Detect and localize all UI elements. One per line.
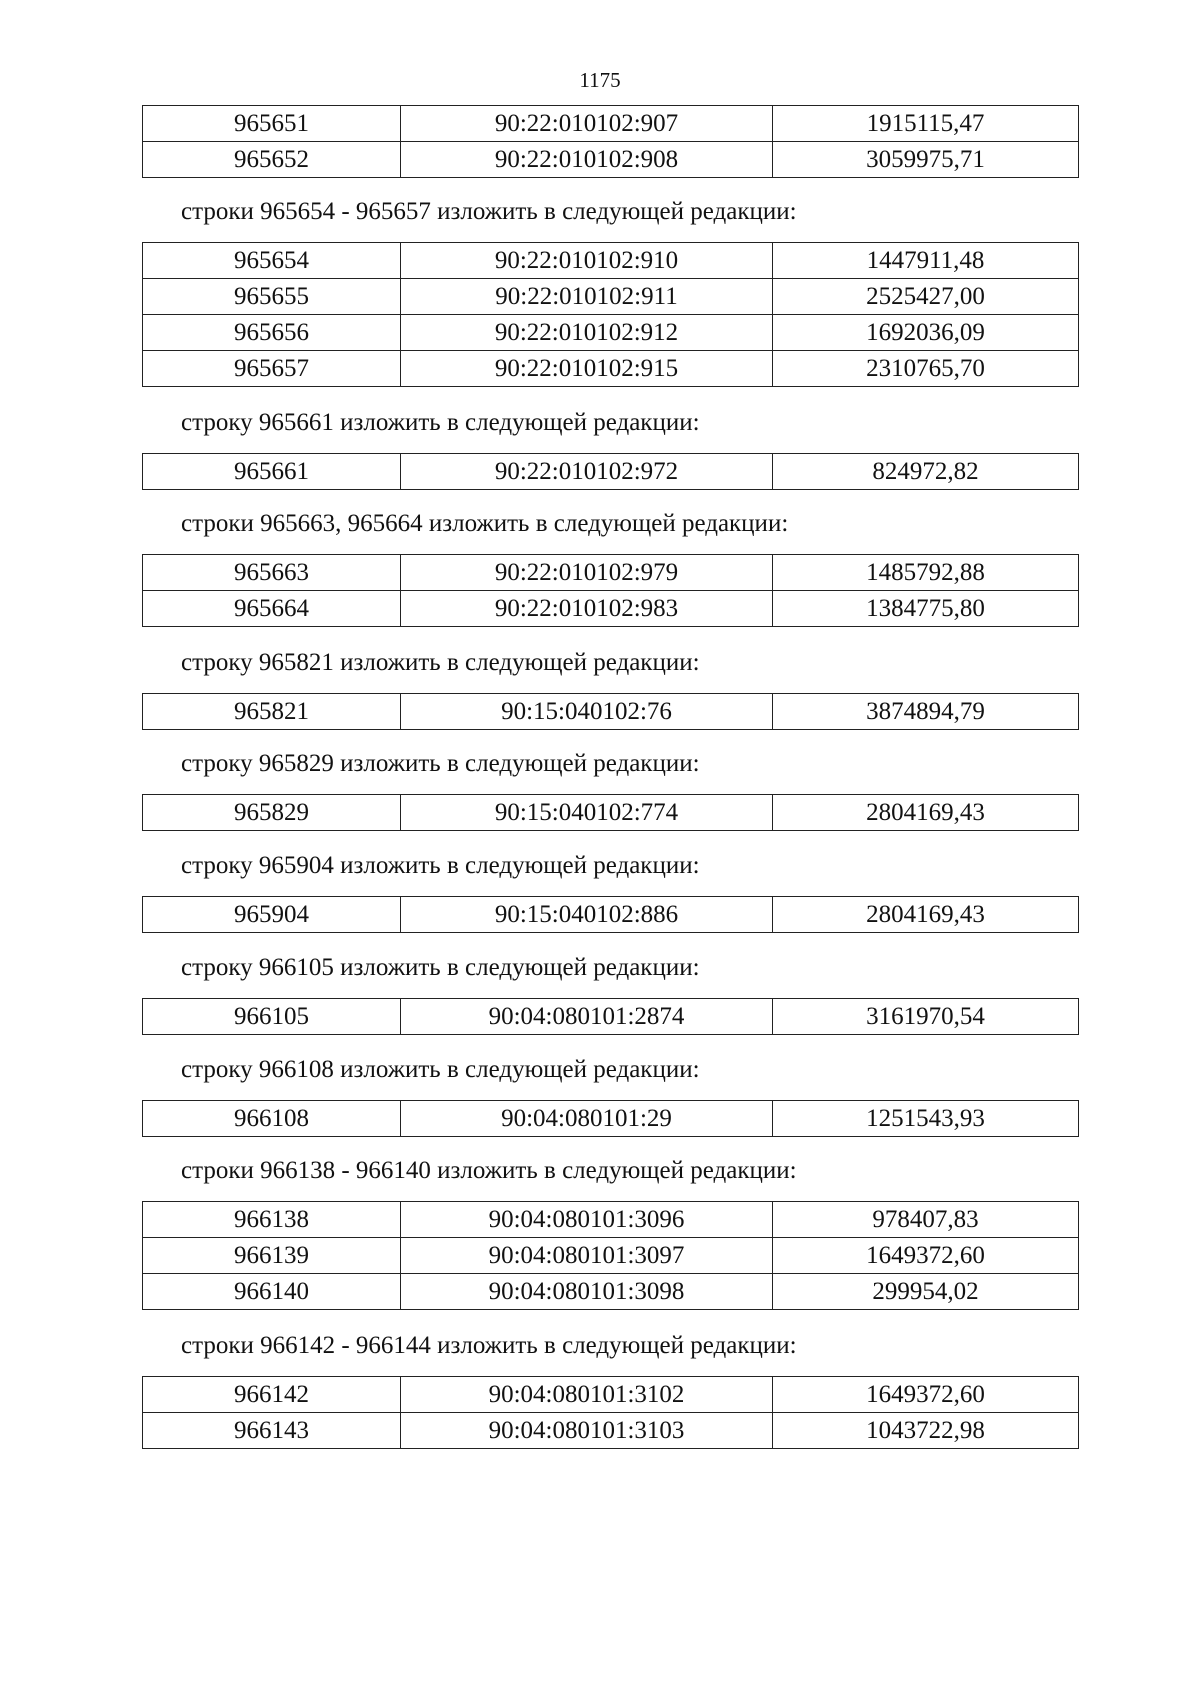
cadastral-number-cell: 90:22:010102:910 bbox=[401, 243, 773, 279]
table-row bbox=[143, 243, 1079, 279]
data-table bbox=[142, 1376, 1079, 1449]
page-number: 1175 bbox=[579, 68, 621, 92]
cadastral-number-cell: 90:15:040102:886 bbox=[401, 897, 773, 933]
cadastral-number-cell: 90:22:010102:979 bbox=[401, 555, 773, 591]
table-row bbox=[143, 694, 1079, 730]
section-11 bbox=[0, 1330, 1200, 1449]
value-cell: 3059975,71 bbox=[773, 142, 1079, 178]
cadastral-number-cell: 90:22:010102:972 bbox=[401, 454, 773, 490]
data-table bbox=[142, 1100, 1079, 1137]
value-cell: 1649372,60 bbox=[773, 1377, 1079, 1413]
row-number-cell: 965652 bbox=[143, 142, 401, 178]
section-caption: строку 965661 изложить в следующей редакции: bbox=[181, 409, 700, 436]
value-cell: 1915115,47 bbox=[773, 106, 1079, 142]
table-row bbox=[143, 1413, 1079, 1449]
data-table bbox=[142, 554, 1079, 627]
row-number-cell: 966139 bbox=[143, 1238, 401, 1274]
row-number-cell: 965657 bbox=[143, 351, 401, 387]
row-number-cell: 965664 bbox=[143, 591, 401, 627]
cadastral-number-cell: 90:04:080101:3096 bbox=[401, 1202, 773, 1238]
cadastral-number-cell: 90:22:010102:912 bbox=[401, 315, 773, 351]
data-table bbox=[142, 105, 1079, 178]
table-row bbox=[143, 897, 1079, 933]
value-cell: 3874894,79 bbox=[773, 694, 1079, 730]
cadastral-number-cell: 90:04:080101:3098 bbox=[401, 1274, 773, 1310]
row-number-cell: 965654 bbox=[143, 243, 401, 279]
data-table bbox=[142, 693, 1079, 730]
section-caption: строку 965829 изложить в следующей редакции: bbox=[181, 750, 700, 777]
table-row bbox=[143, 279, 1079, 315]
data-table bbox=[142, 896, 1079, 933]
value-cell: 1043722,98 bbox=[773, 1413, 1079, 1449]
table-row bbox=[143, 591, 1079, 627]
cadastral-number-cell: 90:22:010102:983 bbox=[401, 591, 773, 627]
value-cell: 1251543,93 bbox=[773, 1101, 1079, 1137]
section-10 bbox=[0, 1155, 1200, 1310]
data-table bbox=[142, 453, 1079, 490]
row-number-cell: 965663 bbox=[143, 555, 401, 591]
value-cell: 2804169,43 bbox=[773, 897, 1079, 933]
section-3 bbox=[0, 407, 1200, 490]
row-number-cell: 966142 bbox=[143, 1377, 401, 1413]
section-8 bbox=[0, 952, 1200, 1035]
row-number-cell: 965821 bbox=[143, 694, 401, 730]
value-cell: 3161970,54 bbox=[773, 999, 1079, 1035]
value-cell: 2310765,70 bbox=[773, 351, 1079, 387]
table-row bbox=[143, 795, 1079, 831]
row-number-cell: 965655 bbox=[143, 279, 401, 315]
section-2 bbox=[0, 196, 1200, 387]
row-number-cell: 966143 bbox=[143, 1413, 401, 1449]
cadastral-number-cell: 90:15:040102:774 bbox=[401, 795, 773, 831]
data-table bbox=[142, 242, 1079, 387]
table-row bbox=[143, 315, 1079, 351]
row-number-cell: 965661 bbox=[143, 454, 401, 490]
value-cell: 978407,83 bbox=[773, 1202, 1079, 1238]
value-cell: 1485792,88 bbox=[773, 555, 1079, 591]
cadastral-number-cell: 90:04:080101:3102 bbox=[401, 1377, 773, 1413]
cadastral-number-cell: 90:22:010102:907 bbox=[401, 106, 773, 142]
cadastral-number-cell: 90:22:010102:908 bbox=[401, 142, 773, 178]
table-row bbox=[143, 555, 1079, 591]
row-number-cell: 965656 bbox=[143, 315, 401, 351]
section-caption: строку 966105 изложить в следующей редакции: bbox=[181, 954, 700, 981]
cadastral-number-cell: 90:04:080101:3097 bbox=[401, 1238, 773, 1274]
table-row bbox=[143, 1238, 1079, 1274]
section-caption: строки 965654 - 965657 изложить в следующей редакции: bbox=[181, 198, 797, 225]
row-number-cell: 966140 bbox=[143, 1274, 401, 1310]
section-1 bbox=[0, 105, 1200, 178]
value-cell: 2804169,43 bbox=[773, 795, 1079, 831]
table-row bbox=[143, 106, 1079, 142]
data-table bbox=[142, 794, 1079, 831]
cadastral-number-cell: 90:22:010102:915 bbox=[401, 351, 773, 387]
row-number-cell: 965829 bbox=[143, 795, 401, 831]
cadastral-number-cell: 90:04:080101:3103 bbox=[401, 1413, 773, 1449]
table-row bbox=[143, 1377, 1079, 1413]
section-caption: строки 965663, 965664 изложить в следующей редакции: bbox=[181, 510, 789, 537]
section-caption: строку 965821 изложить в следующей редакции: bbox=[181, 649, 700, 676]
section-caption: строку 965904 изложить в следующей редакции: bbox=[181, 852, 700, 879]
row-number-cell: 966138 bbox=[143, 1202, 401, 1238]
data-table bbox=[142, 1201, 1079, 1310]
value-cell: 299954,02 bbox=[773, 1274, 1079, 1310]
section-caption: строку 966108 изложить в следующей редакции: bbox=[181, 1056, 700, 1083]
data-table bbox=[142, 998, 1079, 1035]
table-row bbox=[143, 454, 1079, 490]
section-5 bbox=[0, 647, 1200, 730]
table-row bbox=[143, 351, 1079, 387]
row-number-cell: 966108 bbox=[143, 1101, 401, 1137]
section-6 bbox=[0, 748, 1200, 831]
cadastral-number-cell: 90:04:080101:29 bbox=[401, 1101, 773, 1137]
table-row bbox=[143, 142, 1079, 178]
row-number-cell: 966105 bbox=[143, 999, 401, 1035]
section-caption: строки 966138 - 966140 изложить в следующей редакции: bbox=[181, 1157, 797, 1184]
value-cell: 1447911,48 bbox=[773, 243, 1079, 279]
row-number-cell: 965651 bbox=[143, 106, 401, 142]
value-cell: 2525427,00 bbox=[773, 279, 1079, 315]
table-row bbox=[143, 1274, 1079, 1310]
section-7 bbox=[0, 850, 1200, 933]
value-cell: 824972,82 bbox=[773, 454, 1079, 490]
value-cell: 1384775,80 bbox=[773, 591, 1079, 627]
value-cell: 1649372,60 bbox=[773, 1238, 1079, 1274]
table-row bbox=[143, 1101, 1079, 1137]
section-4 bbox=[0, 508, 1200, 627]
value-cell: 1692036,09 bbox=[773, 315, 1079, 351]
cadastral-number-cell: 90:15:040102:76 bbox=[401, 694, 773, 730]
section-caption: строки 966142 - 966144 изложить в следующей редакции: bbox=[181, 1332, 797, 1359]
section-9 bbox=[0, 1054, 1200, 1137]
table-row bbox=[143, 1202, 1079, 1238]
cadastral-number-cell: 90:04:080101:2874 bbox=[401, 999, 773, 1035]
cadastral-number-cell: 90:22:010102:911 bbox=[401, 279, 773, 315]
table-row bbox=[143, 999, 1079, 1035]
row-number-cell: 965904 bbox=[143, 897, 401, 933]
